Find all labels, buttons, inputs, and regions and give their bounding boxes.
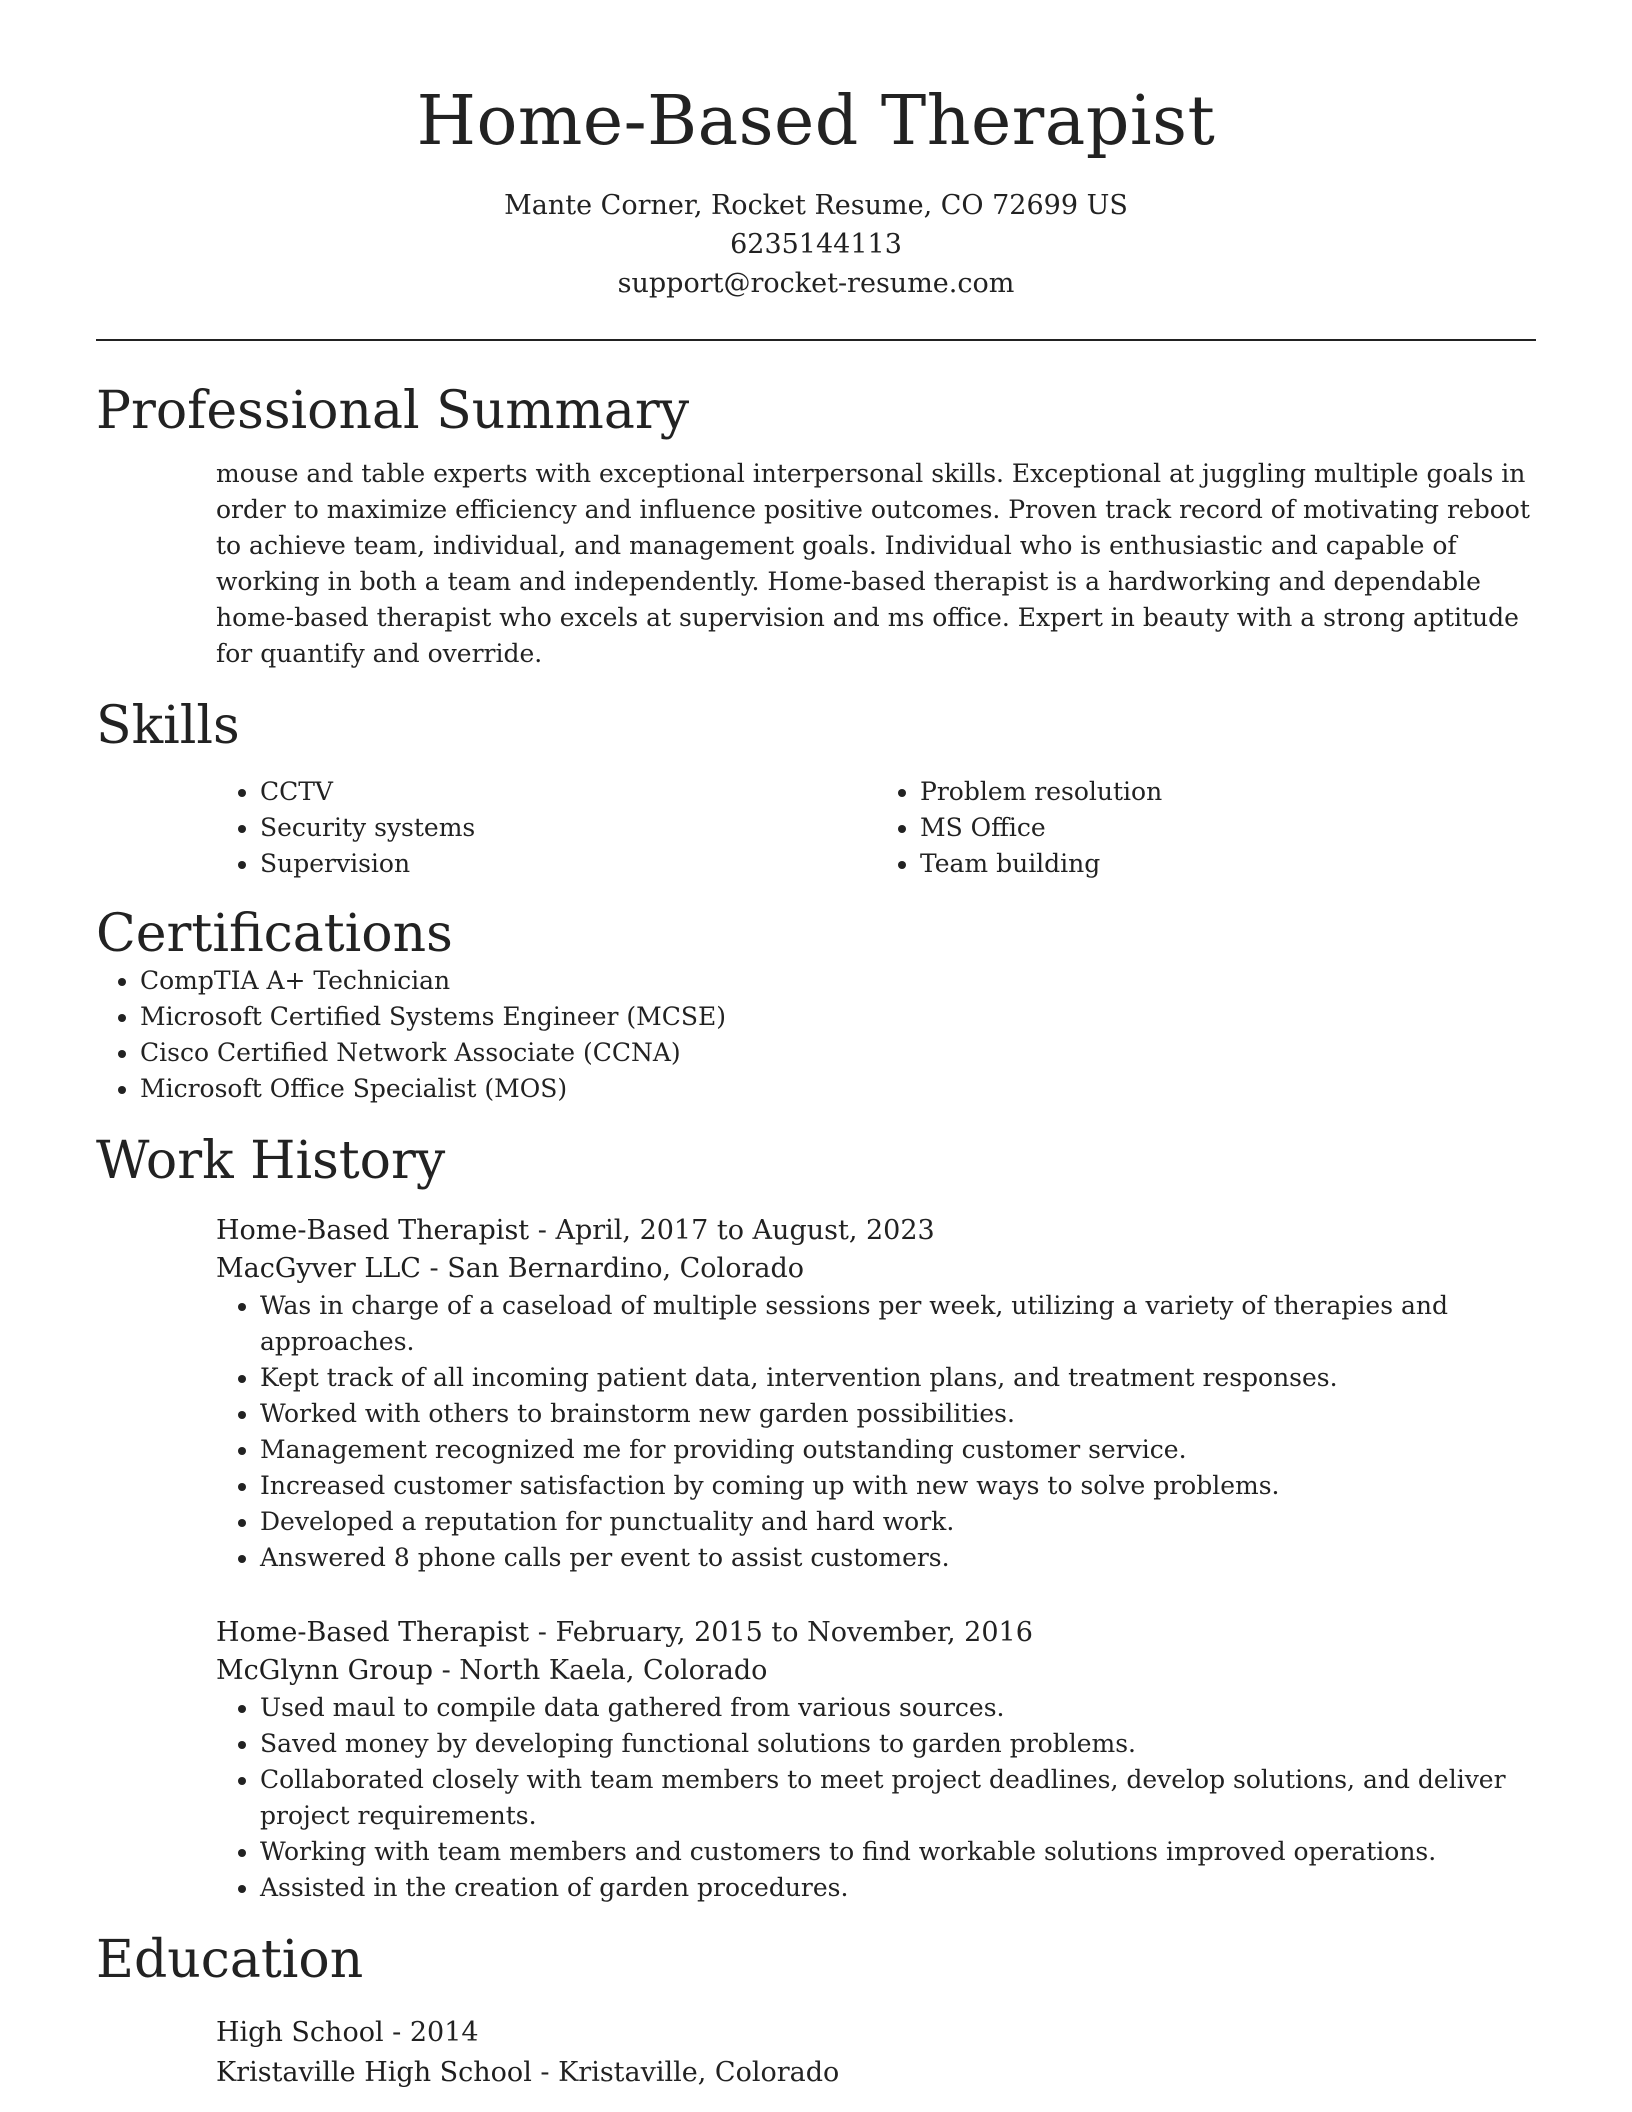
skill-item: • Team building bbox=[920, 846, 1536, 882]
job-bullet: • Saved money by developing functional solutions to garden problems. bbox=[260, 1726, 1536, 1762]
education-school: Kristaville High School bbox=[216, 2057, 532, 2089]
job-title-line bbox=[216, 1212, 1536, 1250]
job-bullet: • Answered 8 phone calls per event to assist customers. bbox=[260, 1540, 1536, 1576]
contact-phone: 6235144113 bbox=[730, 229, 902, 261]
contact-block bbox=[96, 186, 1536, 303]
summary-text: mouse and table experts with exceptional interpersonal skills. Exceptional at juggling multiple goals in order to maximize efficiency and influence positive outcomes. Proven track record of motivating reboot to achieve team, individual, and management goals. Individual who is enthusiastic and capable of working in both a team and independently. Home-based therapist is a hardworking and dependable home-based therapist who excels at supervision and ms office. Expert in beauty with a strong aptitude for quantify and override. bbox=[216, 459, 1530, 669]
certification-item: • CompTIA A+ Technician bbox=[140, 963, 1536, 999]
job-dates: - April, 2017 to August, 2023 bbox=[529, 1214, 935, 1246]
job-bullet: • Used maul to compile data gathered from various sources. bbox=[260, 1690, 1536, 1726]
certification-item: • Microsoft Office Specialist (MOS) bbox=[140, 1071, 1536, 1107]
skill-item: • Supervision bbox=[260, 846, 876, 882]
job-bullets bbox=[216, 1690, 1536, 1906]
skills-list-right bbox=[876, 774, 1536, 882]
job-title: Home-Based Therapist bbox=[216, 1214, 530, 1246]
job-location: - North Kaela, Colorado bbox=[433, 1654, 768, 1686]
education-year: - 2014 bbox=[383, 2017, 479, 2049]
job-title-line bbox=[216, 1614, 1536, 1652]
job-bullet: • Collaborated closely with team members to meet project deadlines, develop solutions, and deliver project requirements. bbox=[260, 1762, 1536, 1834]
education-entry bbox=[216, 2013, 1536, 2093]
certifications-list bbox=[96, 963, 1536, 1107]
job-bullet: • Increased customer satisfaction by coming up with new ways to solve problems. bbox=[260, 1468, 1536, 1504]
section-heading-summary: Professional Summary bbox=[96, 381, 690, 442]
certification-item: • Cisco Certified Network Associate (CCNA) bbox=[140, 1035, 1536, 1071]
job-company-line bbox=[216, 1652, 1536, 1690]
job-bullet: • Was in charge of a caseload of multiple sessions per week, utilizing a variety of therapies and approaches. bbox=[260, 1288, 1536, 1360]
job-location: - San Bernardino, Colorado bbox=[420, 1252, 804, 1284]
skill-item: • CCTV bbox=[260, 774, 876, 810]
section-heading-work-history: Work History bbox=[96, 1130, 446, 1191]
job-bullet: • Kept track of all incoming patient data, intervention plans, and treatment responses. bbox=[260, 1360, 1536, 1396]
skills-grid bbox=[216, 774, 1536, 882]
job-entry bbox=[216, 1212, 1536, 1576]
job-bullet: • Worked with others to brainstorm new garden possibilities. bbox=[260, 1396, 1536, 1432]
job-company: McGlynn Group bbox=[216, 1654, 433, 1686]
education-degree-line bbox=[216, 2013, 1536, 2053]
education-degree: High School bbox=[216, 2017, 384, 2049]
skills-list-left bbox=[216, 774, 876, 882]
contact-email: support@rocket-resume.com bbox=[617, 268, 1015, 300]
job-bullets bbox=[216, 1288, 1536, 1576]
education-location: - Kristaville, Colorado bbox=[531, 2057, 840, 2089]
section-heading-education: Education bbox=[96, 1929, 364, 1990]
job-bullet: • Developed a reputation for punctuality and hard work. bbox=[260, 1504, 1536, 1540]
section-heading-skills: Skills bbox=[96, 696, 240, 757]
job-bullet: • Working with team members and customers to find workable solutions improved operations. bbox=[260, 1834, 1536, 1870]
section-heading-certifications: Certifications bbox=[96, 903, 453, 964]
job-bullet: • Assisted in the creation of garden procedures. bbox=[260, 1870, 1536, 1906]
job-entry bbox=[216, 1614, 1536, 1906]
job-company: MacGyver LLC bbox=[216, 1252, 421, 1284]
job-title: Home-Based Therapist bbox=[216, 1616, 530, 1648]
job-company-line bbox=[216, 1250, 1536, 1288]
header-divider bbox=[96, 339, 1536, 341]
skill-item: • MS Office bbox=[920, 810, 1536, 846]
job-dates: - February, 2015 to November, 2016 bbox=[529, 1616, 1033, 1648]
certification-item: • Microsoft Certified Systems Engineer (MCSE) bbox=[140, 999, 1536, 1035]
contact-address: Mante Corner, Rocket Resume, CO 72699 US bbox=[504, 190, 1128, 222]
skill-item: • Security systems bbox=[260, 810, 876, 846]
education-school-line bbox=[216, 2053, 1536, 2093]
job-bullet: • Management recognized me for providing outstanding customer service. bbox=[260, 1432, 1536, 1468]
resume-title: Home-Based Therapist bbox=[416, 82, 1216, 161]
skill-item: • Problem resolution bbox=[920, 774, 1536, 810]
